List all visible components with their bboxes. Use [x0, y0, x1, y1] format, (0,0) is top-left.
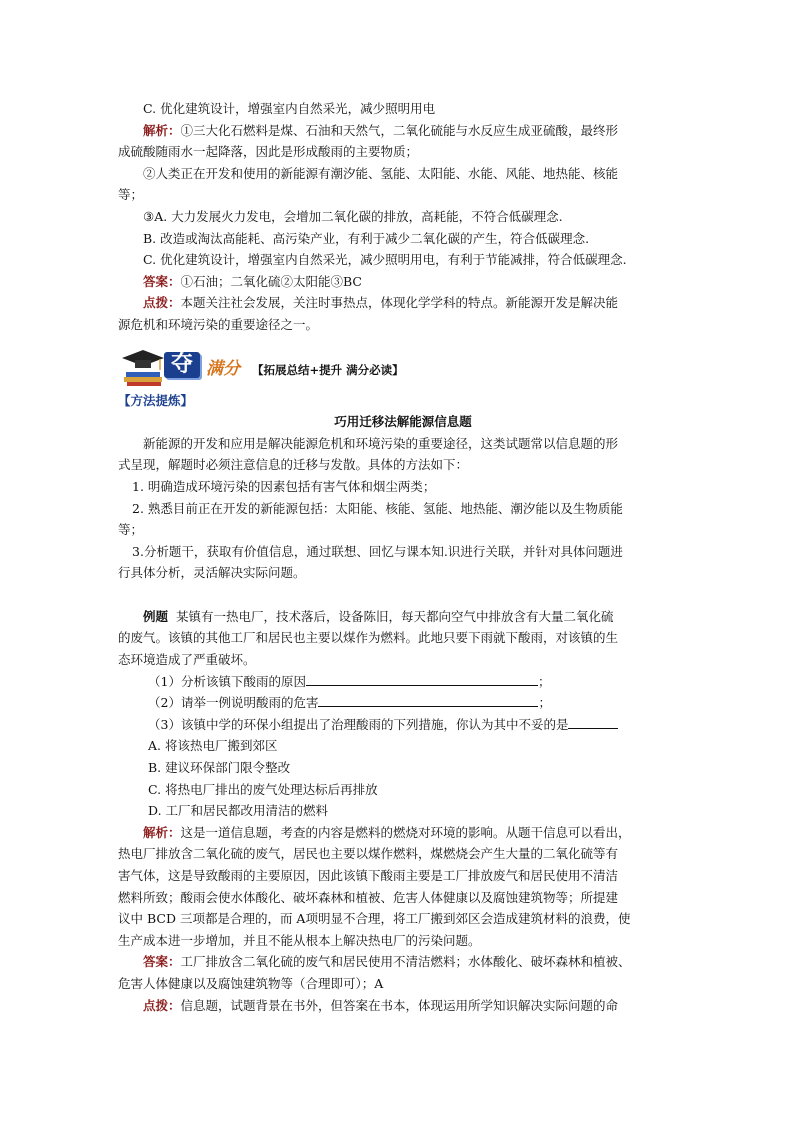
tip-text: 信息题，试题背景在书外，但答案在书本，体现运用所学知识解决实际问题的命 [180, 997, 619, 1013]
section-badge [118, 346, 688, 390]
answer-label: 答案： [143, 273, 181, 289]
example-analysis-line: 议中 BCD 三项都是合理的，而 A项明显不合理，将工厂搬到郊区会造成建筑材料的浪费，使 [118, 911, 631, 927]
example-analysis-line [118, 822, 688, 844]
example-label: 例题 [143, 608, 169, 624]
duo-badge: 夺 [164, 352, 200, 378]
question-3 [118, 714, 688, 736]
analysis-label: 解析： [143, 824, 181, 840]
option-b: B. 建议环保部门限令整改 [148, 760, 291, 776]
example-analysis-line: 生产成本进一步增加，并且不能从根本上解决热电厂的污染问题。 [118, 932, 481, 948]
example-line [118, 606, 688, 628]
option-c: C. 优化建筑设计，增强室内自然采光，减少照明用电 [143, 101, 436, 116]
example-line: 态环境造成了严重破坏。 [118, 652, 256, 668]
tip-text: 本题关注社会发展，关注时事热点，体现化学学科的特点。新能源开发是解决能 [180, 295, 619, 311]
option-c: C. 将热电厂排出的废气处理达标后再排放 [148, 781, 378, 797]
question-2-end: ； [538, 695, 551, 711]
analysis-text: 这是一道信息题，考查的内容是燃料的燃烧对环境的影响。从题干信息可以看出， [180, 824, 631, 840]
badge-subtitle: 【拓展总结+提升 满分必读】 [252, 362, 404, 377]
tip-label: 点拨： [143, 997, 181, 1013]
tip-line [118, 292, 688, 314]
analysis-line: B. 改造或淘汰高能耗、高污染产业，有利于减少二氧化碳的产生，符合低碳理念. [143, 230, 590, 246]
content-column [118, 98, 688, 1016]
answer-blank-3[interactable] [568, 716, 618, 729]
option-d: D. 工厂和居民都改用清洁的燃料 [148, 803, 329, 819]
method-step: 等； [118, 522, 144, 538]
tip-line: 源危机和环境污染的重要途径之一。 [118, 316, 319, 332]
method-section-heading: 【方法提炼】 [118, 392, 194, 408]
question-3-text: （3）该镇中学的环保小组提出了治理酸雨的下列措施，你认为其中不妥的是 [148, 716, 569, 732]
example-answer-line [118, 951, 688, 973]
analysis-line: C. 优化建筑设计，增强室内自然采光，减少照明用电，有利于节能减排，符合低碳理念. [143, 252, 627, 268]
answer-text: 工厂排放含二氧化硫的废气和居民使用不清洁燃料；水体酸化、破坏森林和植被、 [180, 954, 631, 970]
method-paragraph: 新能源的开发和应用是解决能源危机和环境污染的重要途径，这类试题常以信息题的形 [143, 435, 619, 451]
analysis-line: 成硫酸随雨水一起降落，因此是形成酸雨的主要物质； [118, 144, 419, 160]
answer-blank-2[interactable] [318, 694, 538, 707]
question-1-end: ； [537, 673, 551, 689]
method-step: 3.分析题干，获取有价值信息，通过联想、回忆与课本知.识进行关联，并针对具体问题进 [132, 543, 623, 559]
analysis-text: ①三大化石燃料是煤、石油和天然气，二氧化硫能与水反应生成亚硫酸，最终形 [180, 122, 619, 138]
question-2 [118, 692, 688, 714]
question-2-text: （2）请举一例说明酸雨的危害 [148, 695, 319, 711]
answer-label: 答案： [143, 954, 181, 970]
method-title: 巧用迁移法解能源信息题 [334, 414, 472, 430]
analysis-line: 等； [118, 187, 144, 203]
method-step: 2. 熟悉目前正在开发的新能源包括：太阳能、核能、氢能、地热能、潮汐能以及生物质能 [132, 500, 623, 516]
answer-line [118, 271, 688, 293]
tip-label: 点拨： [143, 295, 181, 311]
analysis-line [118, 120, 688, 142]
manfen-title: 满分 [206, 358, 240, 379]
option-a: A. 将该热电厂搬到郊区 [148, 738, 278, 754]
method-paragraph: 式呈现，解题时必须注意信息的迁移与发散。具体的方法如下： [118, 457, 469, 473]
answer-blank-1[interactable] [306, 673, 538, 686]
method-step: 1. 明确造成环境污染的因素包括有害气体和烟尘两类； [132, 478, 436, 494]
example-tip-line [118, 995, 688, 1017]
example-line: 的废气。该镇的其他工厂和居民也主要以煤作为燃料。此地只要下雨就下酸雨，对该镇的生 [118, 630, 619, 646]
example-analysis-line: 害气体，这是导致酸雨的主要原因，因此该镇下酸雨主要是工厂排放废气和居民使用不清洁 [118, 868, 619, 883]
example-text: 某镇有一热电厂，技术落后，设备陈旧，每天都向空气中排放含有大量二氧化硫 [175, 608, 614, 624]
spacer [118, 584, 688, 606]
analysis-label: 解析： [143, 122, 181, 138]
example-analysis-line: 热电厂排放含二氧化硫的废气，居民也主要以煤作燃料，煤燃烧会产生大量的二氧化硫等有 [118, 846, 619, 862]
graduation-cap-icon [120, 348, 166, 388]
example-analysis-line: 燃料所致；酸雨会使水体酸化、破坏森林和植被、危害人体健康以及腐蚀建筑物等；所提建 [118, 889, 619, 905]
answer-text: ①石油；二氧化硫②太阳能③BC [180, 273, 362, 289]
method-step: 行具体分析，灵活解决实际问题。 [118, 565, 306, 581]
question-1-text: （1）分析该镇下酸雨的原因 [148, 673, 306, 689]
analysis-line: ③A. 大力发展火力发电，会增加二氧化碳的排放，高耗能，不符合低碳理念. [143, 208, 563, 224]
analysis-line: ②人类正在开发和使用的新能源有潮汐能、氢能、太阳能、水能、风能、地热能、核能 [143, 165, 619, 181]
question-1 [118, 671, 688, 693]
example-answer-line: 危害人体健康以及腐蚀建筑物等（合理即可）；A [118, 975, 384, 991]
